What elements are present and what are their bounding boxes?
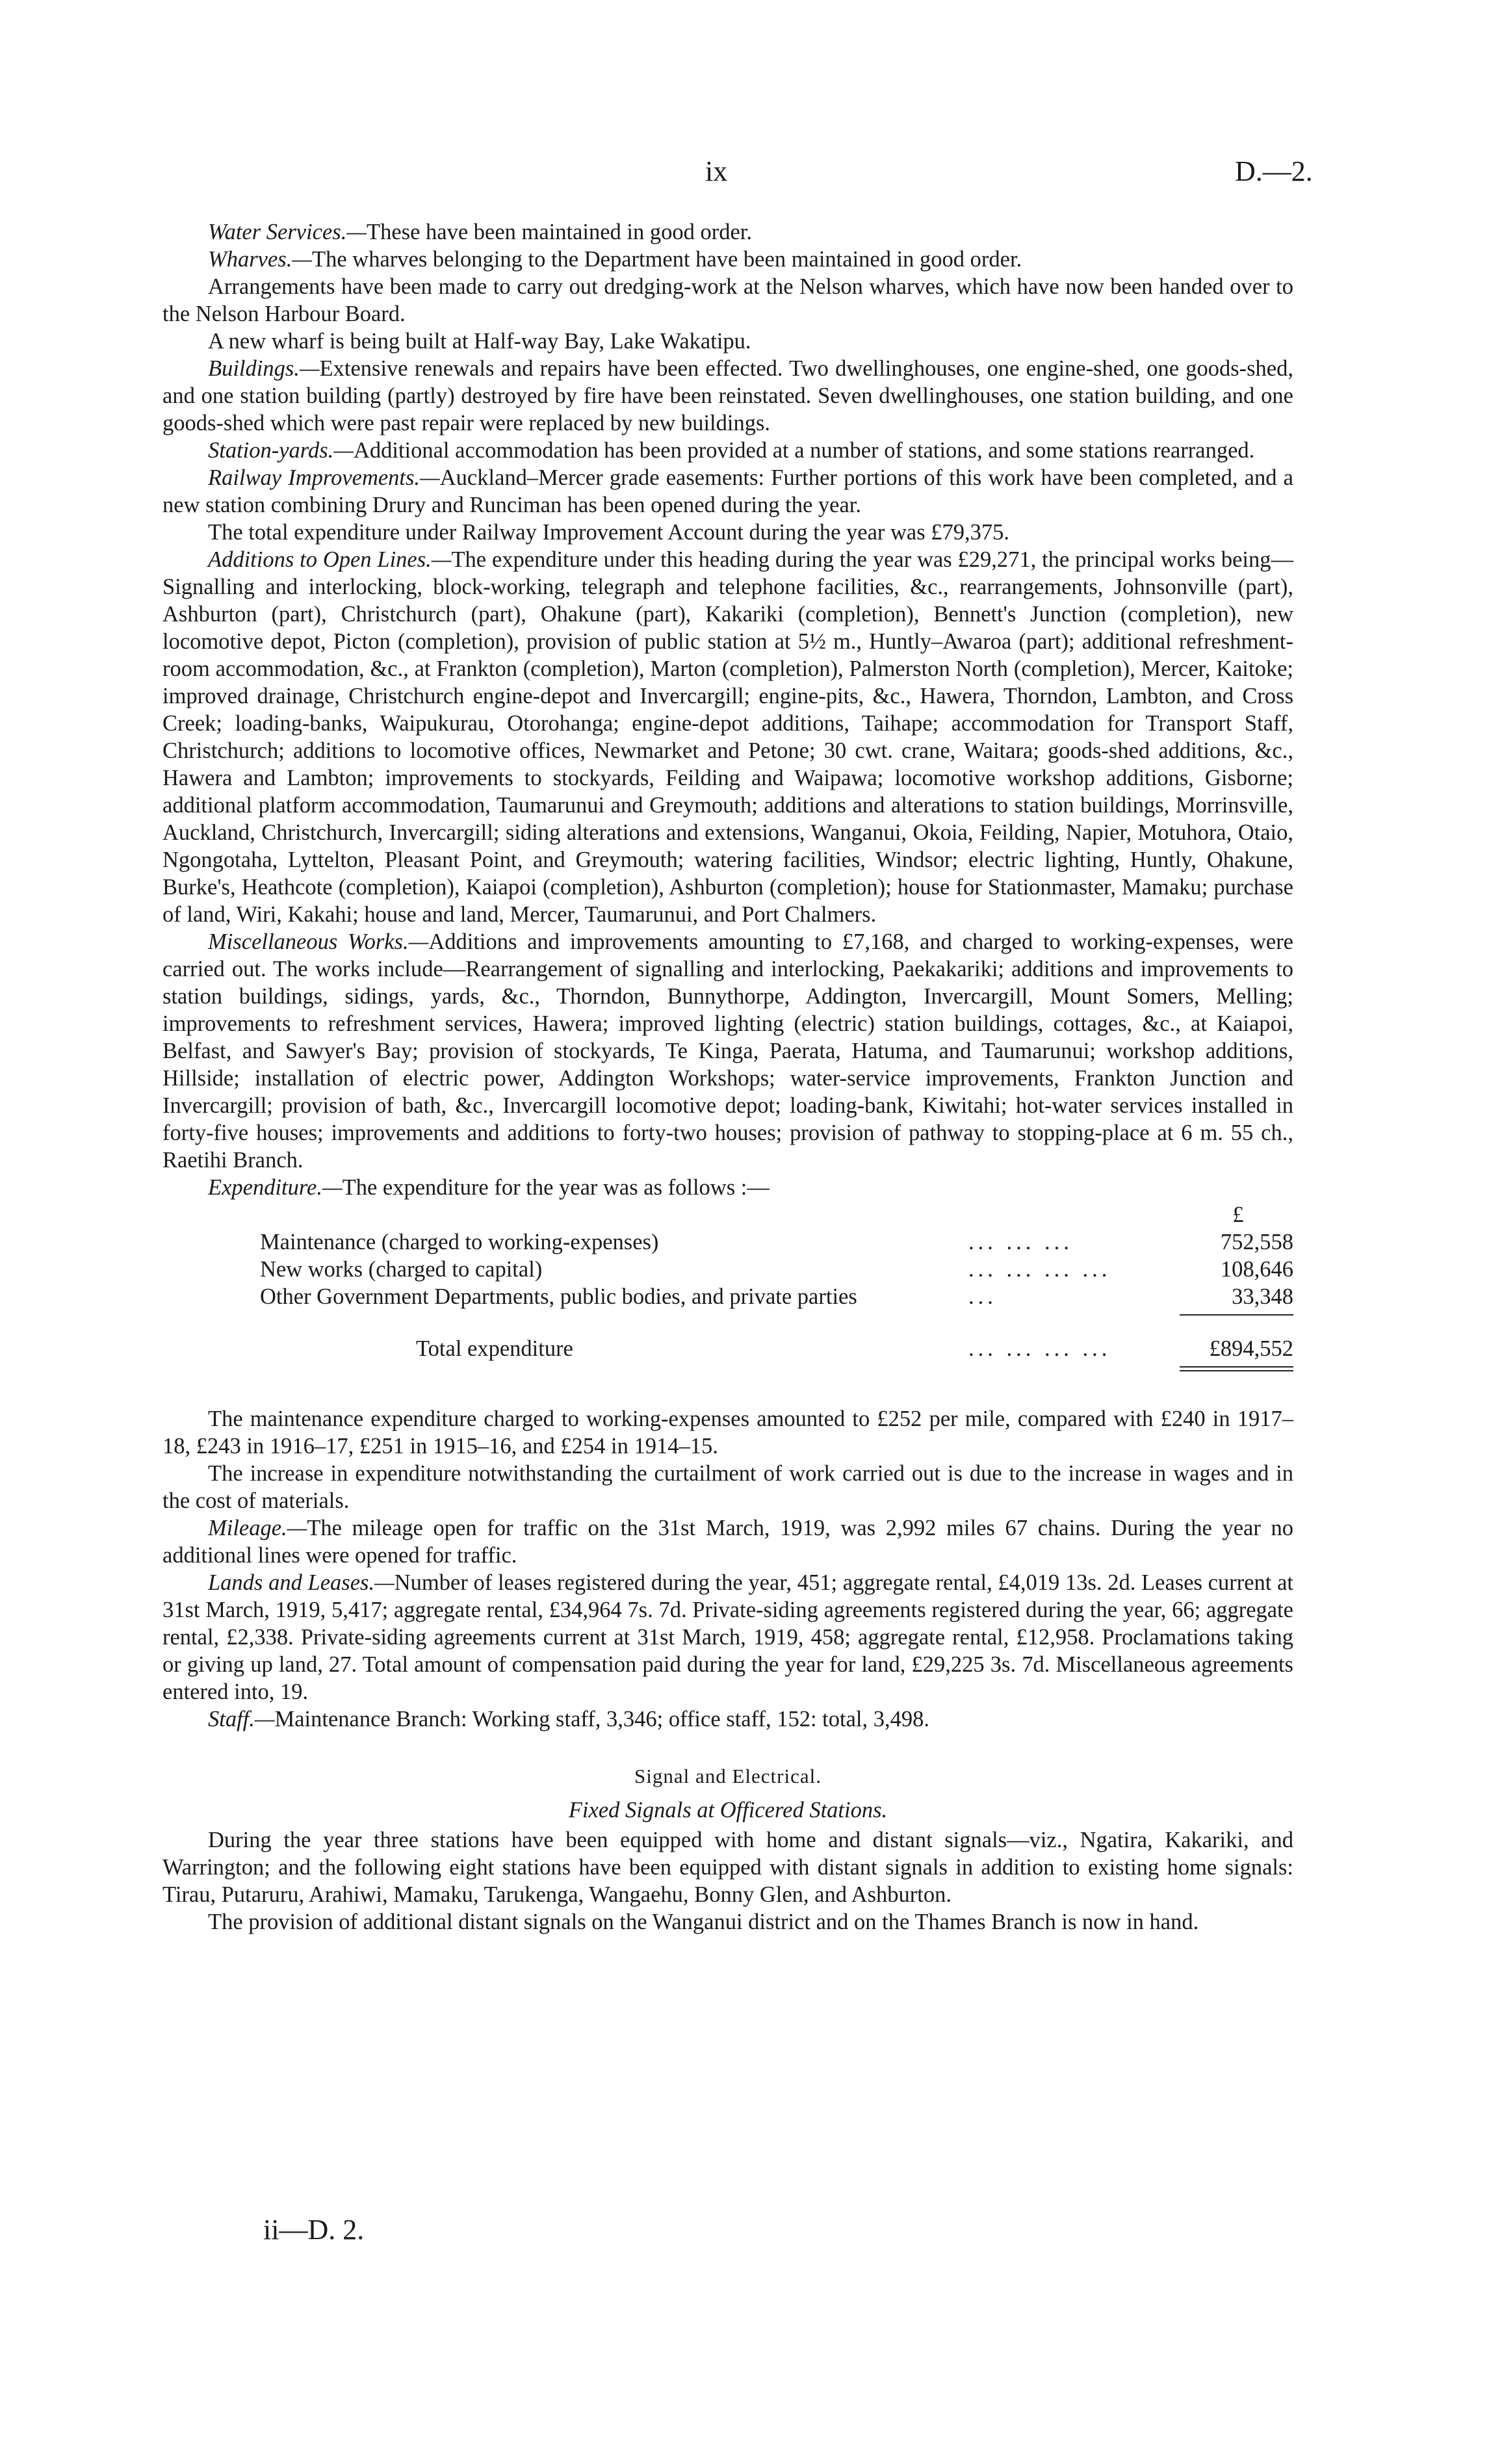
page-number: ix — [705, 155, 728, 187]
paragraph — [162, 218, 1293, 246]
paragraph — [162, 246, 1293, 273]
paragraph-text: Maintenance Branch: Working staff, 3,346; office staff, 152: total, 3,498. — [274, 1707, 929, 1731]
paragraph — [162, 1705, 1293, 1733]
paragraph — [162, 1174, 1293, 1201]
paragraph — [162, 1405, 1293, 1460]
paragraph-label: Staff.— — [208, 1707, 275, 1731]
expenditure-row — [260, 1283, 1293, 1310]
row-label: Other Government Departments, public bodies, and private parties — [260, 1284, 857, 1309]
paragraph-label: Station-yards.— — [208, 438, 354, 463]
paragraph-text: The total expenditure under Railway Improvement Account during the year was £79,375. — [208, 520, 1010, 545]
row-dots: ... ... ... ... — [968, 1257, 1111, 1282]
paragraph-text: Additional accommodation has been provided at a number of stations, and some stations rearranged. — [353, 438, 1255, 463]
paragraph — [162, 546, 1293, 928]
paragraph-label: Buildings.— — [208, 356, 320, 381]
paragraph-text: Extensive renewals and repairs have been effected. Two dwellinghouses, one engine-shed, one goods-shed, and one station building (partly) destroyed by fire have been reinstated. Seven dwellinghouses, one station building, and one goods-shed which were past repair were replaced by new buildings. — [162, 356, 1293, 435]
paragraph-text: A new wharf is being built at Half-way Bay, Lake Wakatipu. — [208, 329, 751, 354]
paragraph-text: The increase in expenditure notwithstanding the curtailment of work carried out is due to the increase in wages and in the cost of materials. — [162, 1461, 1293, 1513]
paragraph — [162, 1460, 1293, 1514]
total-label: Total expenditure — [416, 1336, 573, 1361]
paragraph-group-2 — [162, 1405, 1293, 1733]
paragraph-text: The expenditure under this heading during the year was £29,271, the principal works being—Signalling and interlocking, block-working, telegraph and telephone facilities, &c., rearrangements, Johnsonville (part), Ashburton (part), Christchurch (part), Ohakune (part), Kakariki (completion), Bennett's Junction (completion), new locomotive depot, Picton (completion), provision of public station at 5½ m., Huntly–Awaroa (part); additional refreshment-room accommodation, &c., at Frankton (completion), Marton (completion), Palmerston North (completion), Mercer, Kaitoke; improved drainage, Christchurch engine-depot and Invercargill; engine-pits, &c., Hawera, Thorndon, Lambton, and Cross Creek; loading-banks, Waipukurau, Otorohanga; engine-depot additions, Taihape; accommodation for Transport Staff, Christchurch; additions to locomotive offices, Newmarket and Petone; 30 cwt. crane, Waitara; goods-shed additions, &c., Hawera and Lambton; improvements to stockyards, Feilding and Waipawa; locomotive workshop additions, Gisborne; additional platform accommodation, Taumarunui and Greymouth; additions and alterations to station buildings, Morrinsville, Auckland, Christchurch, Invercargill; siding alterations and extensions, Wanganui, Okoia, Feilding, Napier, Motuhora, Otaio, Ngongotaha, Lyttelton, Pleasant Point, and Greymouth; watering facilities, Windsor; electric lighting, Huntly, Ohakune, Burke's, Heathcote (completion), Kaiapoi (completion), Ashburton (completion); house for Stationmaster, Mamaku; purchase of land, Wiri, Kakahi; house and land, Mercer, Taumarunui, and Port Chalmers. — [162, 547, 1293, 927]
expenditure-row — [260, 1228, 1293, 1256]
body-text — [162, 218, 1293, 1936]
divider — [1180, 1314, 1293, 1316]
paragraph — [162, 1569, 1293, 1705]
paragraph-text: The wharves belonging to the Department have been maintained in good order. — [312, 247, 1022, 272]
paragraph-label: Miscellaneous Works.— — [208, 929, 429, 954]
paragraph-text: These have been maintained in good order. — [367, 220, 753, 244]
paragraph-label: Railway Improvements.— — [208, 465, 440, 490]
section-heading: Signal and Electrical. — [634, 1765, 822, 1787]
paragraph-label: Expenditure.— — [208, 1175, 343, 1200]
paragraph — [162, 1514, 1293, 1569]
row-value: 108,646 — [1220, 1257, 1293, 1282]
paragraph-label: Wharves.— — [208, 247, 313, 272]
paragraph — [162, 464, 1293, 519]
paragraph — [162, 328, 1293, 355]
section-subheading: Fixed Signals at Officered Stations. — [568, 1798, 888, 1822]
paragraph — [162, 355, 1293, 437]
row-dots: ... — [968, 1284, 997, 1309]
divider — [1180, 1366, 1293, 1368]
signature-mark: ii—D. 2. — [263, 2214, 365, 2246]
expenditure-total-row — [260, 1335, 1293, 1362]
paragraph — [162, 928, 1293, 1174]
paragraph-text: Auckland–Mercer grade easements: Further portions of this work have been completed, and a new station combining Drury and Runciman has been opened during the year. — [162, 465, 1293, 517]
paragraph-group-3 — [162, 1826, 1293, 1936]
paragraph-label: Mileage.— — [208, 1516, 307, 1540]
expenditure-table — [260, 1201, 1293, 1371]
paragraph — [162, 1826, 1293, 1908]
row-dots: ... ... ... — [968, 1230, 1073, 1254]
document-code: D.—2. — [1235, 155, 1313, 187]
total-dots: ... ... ... ... — [968, 1336, 1111, 1361]
paragraph-group-1 — [162, 218, 1293, 1201]
expenditure-row — [260, 1256, 1293, 1283]
paragraph-text: The expenditure for the year was as follows :— — [342, 1175, 770, 1200]
paragraph-text: The mileage open for traffic on the 31st March, 1919, was 2,992 miles 67 chains. During the year no additional lines were opened for traffic. — [162, 1516, 1293, 1568]
total-value: £894,552 — [1209, 1336, 1293, 1361]
row-label: Maintenance (charged to working-expenses) — [260, 1230, 659, 1254]
row-value: 33,348 — [1232, 1284, 1293, 1309]
paragraph-text: Number of leases registered during the year, 451; aggregate rental, £4,019 13s. 2d. Leases current at 31st March, 1919, 5,417; aggregate rental, £34,964 7s. 7d. Private-siding agreements registered during the year, 66; aggregate rental, £2,338. Private-siding agreements current at 31st March, 1919, 458; aggregate rental, £12,958. Proclamations taking or giving up land, 27. Total amount of compensation paid during the year for land, £29,225 3s. 7d. Miscellaneous agreements entered into, 19. — [162, 1570, 1293, 1704]
expenditure-rows — [260, 1228, 1293, 1310]
paragraph-text: During the year three stations have been equipped with home and distant signals—viz., Ngatira, Kakariki, and Warrington; and the following eight stations have been equipped with distant signals in addition to existing home signals: Tirau, Putaruru, Arahiwi, Mamaku, Tarukenga, Wangaehu, Bonny Glen, and Ashburton. — [162, 1828, 1293, 1907]
paragraph — [162, 519, 1293, 546]
paragraph-text: The provision of additional distant signals on the Wanganui district and on the Thames Branch is now in hand. — [208, 1910, 1199, 1934]
paragraph-label: Lands and Leases.— — [208, 1570, 395, 1595]
paragraph — [162, 273, 1293, 328]
row-label: New works (charged to capital) — [260, 1257, 543, 1282]
paragraph-text: Arrangements have been made to carry out dredging-work at the Nelson wharves, which have now been handed over to the Nelson Harbour Board. — [162, 274, 1293, 326]
paragraph-text: The maintenance expenditure charged to working-expenses amounted to £252 per mile, compared with £240 in 1917–18, £243 in 1916–17, £251 in 1915–16, and £254 in 1914–15. — [162, 1407, 1293, 1459]
paragraph-text: Additions and improvements amounting to £7,168, and charged to working-expenses, were carried out. The works include—Rearrangement of signalling and interlocking, Paekakariki; additions and improvements to station buildings, sidings, yards, &c., Thorndon, Bunnythorpe, Addington, Invercargill, Mount Somers, Melling; improvements to refreshment services, Hawera; improved lighting (electric) station buildings, cottages, &c., at Kaiapoi, Belfast, and Sawyer's Bay; provision of stockyards, Te Kinga, Paerata, Hatuma, and Taumarunui; workshop additions, Hillside; installation of electric power, Addington Workshops; water-service improvements, Frankton Junction and Invercargill; provision of bath, &c., Invercargill locomotive depot; loading-bank, Kiwitahi; hot-water services installed in forty-five houses; improvements and additions to forty-two houses; provision of pathway to stopping-place at 6 m. 55 ch., Raetihi Branch. — [162, 929, 1293, 1173]
paragraph-label: Additions to Open Lines.— — [208, 547, 452, 572]
paragraph-label: Water Services.— — [208, 220, 367, 244]
paragraph — [162, 1908, 1293, 1936]
expenditure-currency-row — [260, 1201, 1293, 1228]
row-value: 752,558 — [1220, 1230, 1293, 1254]
currency-symbol: £ — [1232, 1202, 1244, 1227]
paragraph — [162, 437, 1293, 464]
